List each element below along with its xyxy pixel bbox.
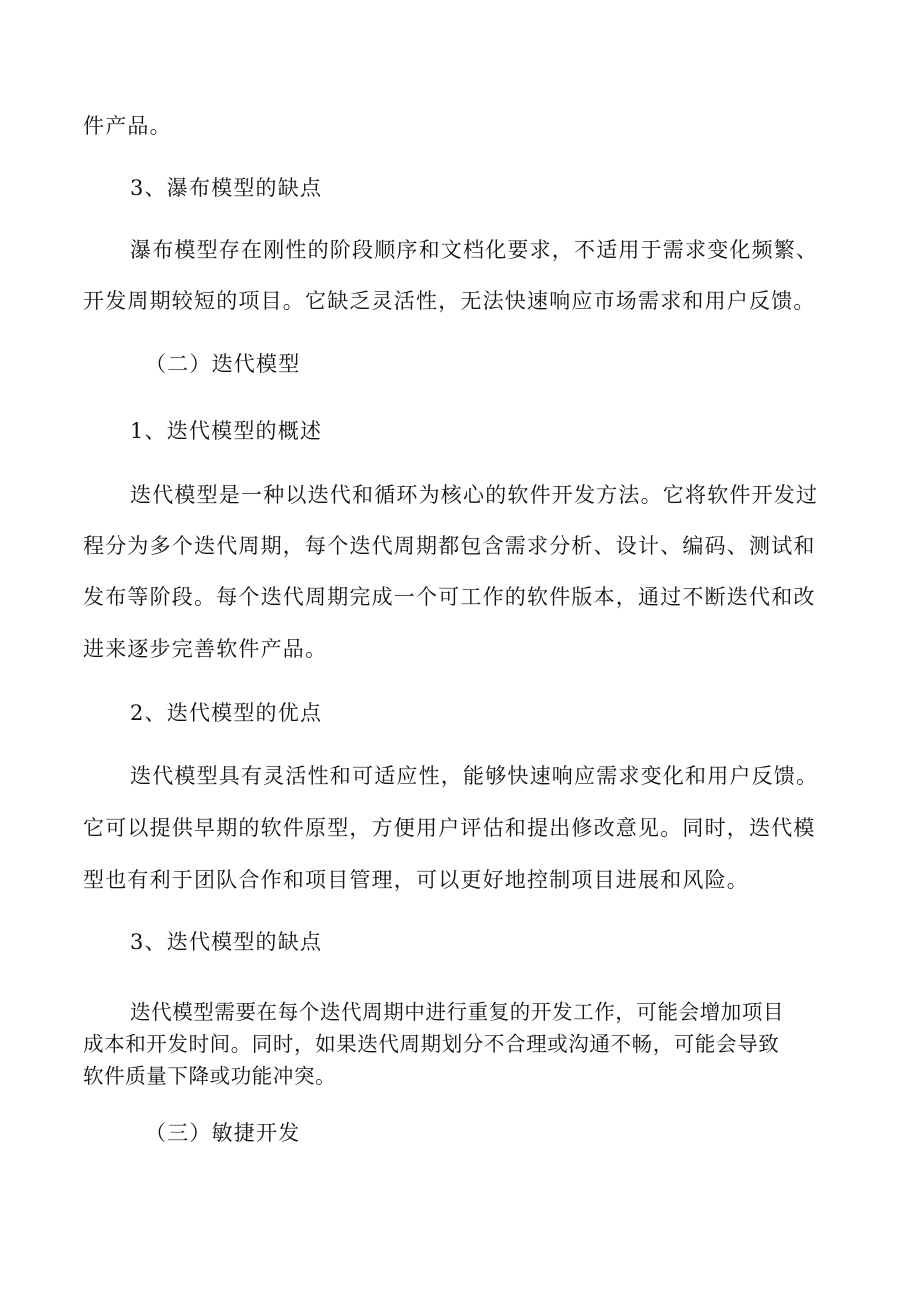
paragraph-iterative-cons-line-1: 迭代模型需要在每个迭代周期中进行重复的开发工作，可能会增加项目 (130, 1000, 785, 1024)
paragraph-iterative-pros-line-3: 型也有利于团队合作和项目管理，可以更好地控制项目进展和风险。 (83, 868, 749, 892)
paragraph-waterfall-cons-line-1: 瀑布模型存在刚性的阶段顺序和文档化要求，不适用于需求变化频繁、 (130, 238, 819, 262)
paragraph-iterative-overview-line-3: 发布等阶段。每个迭代周期完成一个可工作的软件版本，通过不断迭代和改 (83, 585, 816, 609)
section-heading-agile: （三）敏捷开发 (145, 1121, 301, 1145)
subheading-iterative-cons: 3、迭代模型的缺点 (130, 930, 323, 954)
paragraph-iterative-overview-line-1: 迭代模型是一种以迭代和循环为核心的软件开发方法。它将软件开发过 (130, 483, 819, 507)
subheading-iterative-overview: 1、迭代模型的概述 (130, 419, 323, 443)
subheading-iterative-pros: 2、迭代模型的优点 (130, 701, 323, 725)
subheading-waterfall-cons: 3、瀑布模型的缺点 (130, 176, 323, 200)
paragraph-continuation-line: 件产品。 (83, 114, 172, 138)
paragraph-iterative-pros-line-2: 它可以提供早期的软件原型，方便用户评估和提出修改意见。同时，迭代模 (83, 816, 816, 840)
paragraph-iterative-cons-line-2: 成本和开发时间。同时，如果迭代周期划分不合理或沟通不畅，可能会导致 (83, 1032, 780, 1056)
paragraph-waterfall-cons-line-2: 开发周期较短的项目。它缺乏灵活性，无法快速响应市场需求和用户反馈。 (83, 289, 816, 313)
paragraph-iterative-overview-line-4: 进来逐步完善软件产品。 (83, 637, 328, 661)
section-heading-iterative-model: （二）迭代模型 (145, 352, 301, 376)
paragraph-iterative-overview-line-2: 程分为多个迭代周期，每个迭代周期都包含需求分析、设计、编码、测试和 (83, 534, 816, 558)
paragraph-iterative-pros-line-1: 迭代模型具有灵活性和可适应性，能够快速响应需求变化和用户反馈。 (130, 764, 819, 788)
paragraph-iterative-cons-line-3: 软件质量下降或功能冲突。 (83, 1064, 337, 1088)
